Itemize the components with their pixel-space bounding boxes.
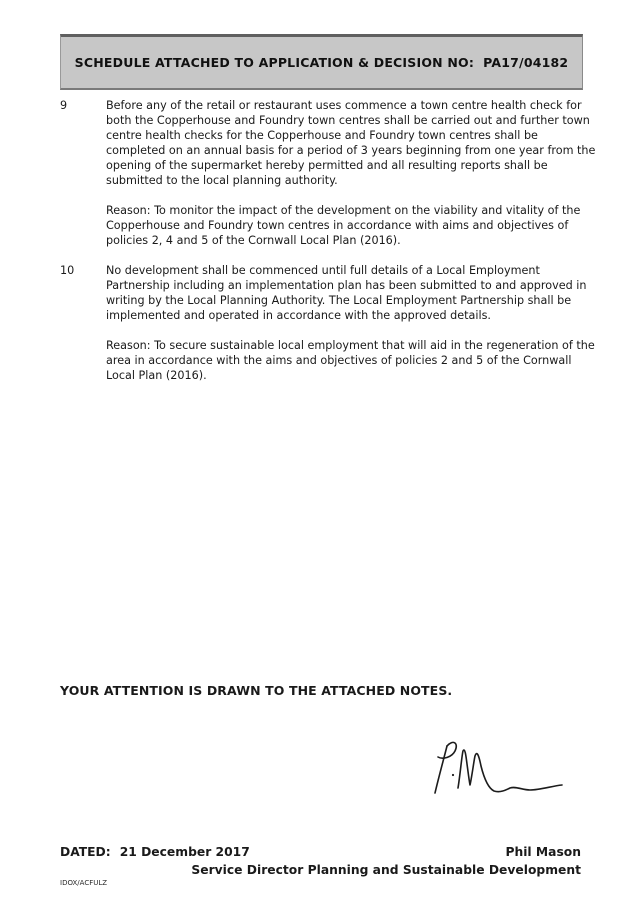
condition-body — [106, 98, 596, 248]
condition-reason: Reason: To secure sustainable local employment that will aid in the regeneration of the area in accordance with the aims and objectives of policies 2 and 5 of the Cornwall Local Plan (2016). — [106, 339, 595, 382]
condition-number: 10 — [60, 264, 75, 277]
conditions-list — [60, 98, 596, 398]
signature-image — [426, 738, 566, 804]
condition-10 — [60, 263, 596, 383]
footer-dated-row — [60, 845, 581, 859]
schedule-header-banner — [60, 34, 583, 90]
document-code: IDOX/ACFULZ — [60, 879, 108, 887]
dated-value: 21 December 2017 — [119, 845, 250, 859]
condition-body — [106, 263, 596, 383]
dated-field — [60, 845, 250, 859]
attention-notice: YOUR ATTENTION IS DRAWN TO THE ATTACHED NOTES. — [60, 683, 453, 698]
condition-9 — [60, 98, 596, 248]
signatory-name: Phil Mason — [505, 845, 581, 859]
dated-label: DATED: — [60, 845, 111, 859]
schedule-header-title: SCHEDULE ATTACHED TO APPLICATION & DECISION NO: PA17/04182 — [74, 55, 569, 70]
signatory-title: Service Director Planning and Sustainable Development — [191, 863, 581, 877]
condition-number: 9 — [60, 99, 68, 112]
condition-text: No development shall be commenced until full details of a Local Employment Partnership including an implementation plan has been submitted to and approved in writing by the Local Planning Authority. The Local Employment Partnership shall be implemented and operated in accordance with the approved details. — [106, 264, 587, 322]
condition-reason: Reason: To monitor the impact of the development on the viability and vitality of the Copperhouse and Foundry town centres in accordance with aims and objectives of policies 2, 4 and 5 of the Cornwall Local Plan (2016). — [106, 204, 581, 247]
condition-text: Before any of the retail or restaurant uses commence a town centre health check for both the Copperhouse and Foundry town centres shall be carried out and further town centre health checks for the Copperhouse and Foundry town centres shall be completed on an annual basis for a period of 3 years beginning from one year from the opening of the supermarket hereby permitted and all resulting reports shall be submitted to the local planning authority. — [106, 99, 596, 187]
